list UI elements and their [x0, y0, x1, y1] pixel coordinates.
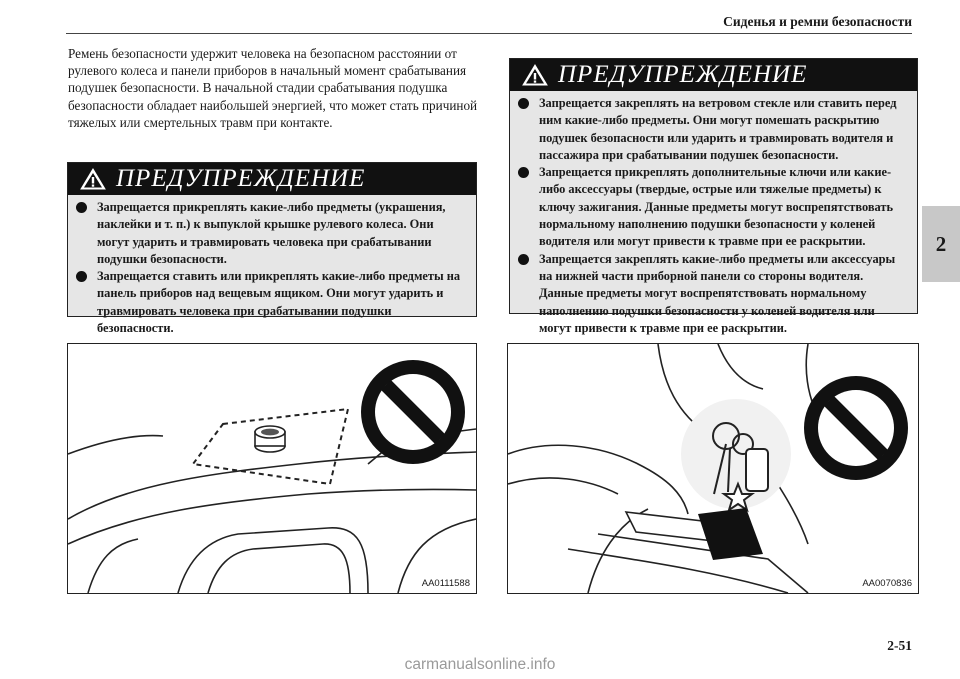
warning-title: ПРЕДУПРЕЖДЕНИЕ: [116, 165, 366, 192]
bullet-icon: [518, 167, 529, 178]
warning-box-right: [509, 58, 918, 335]
header-rule: [66, 33, 912, 34]
bullet-icon: [76, 271, 87, 282]
warning-header: [510, 59, 917, 91]
warning-item: [518, 251, 909, 337]
warning-title: ПРЕДУПРЕЖДЕНИЕ: [558, 61, 808, 88]
warning-triangle-icon: [520, 64, 550, 86]
dashboard-illustration: [68, 344, 476, 593]
ignition-illustration: [508, 344, 918, 593]
figure-ignition-keys: [507, 343, 919, 594]
warning-box-left: [67, 162, 477, 336]
warning-body: [510, 91, 917, 343]
figure-code: AA0070836: [862, 578, 912, 589]
watermark-link[interactable]: carmanualsonline.info: [404, 656, 556, 673]
warning-item: [518, 164, 909, 250]
bullet-icon: [518, 254, 529, 265]
warning-header: [68, 163, 476, 195]
warning-item: [76, 199, 468, 268]
page-header-title: Сиденья и ремни безопасности: [723, 14, 912, 29]
intro-paragraph: Ремень безопасности удержит человека на безопасном расстоянии от рулевого колеса и панели приборов в начальный момент срабатывания подушек безопасности. В начальной стадии срабатывания подушка безопасности обладает наибольшей энергией, что может стать причиной тяжелых или смертельных травм при контакте.: [68, 46, 478, 130]
warning-item: [518, 95, 909, 164]
bullet-icon: [76, 202, 87, 213]
warning-item-text: Запрещается прикреплять какие-либо предметы (украшения, наклейки и т. п.) к выпуклой крышке рулевого колеса. Они могут ударить и травмировать человека при срабатывании подушки безопасности.: [97, 200, 446, 266]
warning-triangle-icon: [78, 168, 108, 190]
chapter-tab: 2: [922, 206, 960, 282]
page-number: 2-51: [887, 638, 912, 653]
warning-item-text: Запрещается прикреплять дополнительные ключи или какие-либо аксессуары (твердые, острые или тяжелые предметы) к ключу зажигания. Данные предметы могут воспрепятствовать нормальному наполнению подушки безопасности у коленей водителя или могут привести к травме при ее раскрытии.: [539, 165, 894, 249]
glovebox-object: [626, 508, 763, 560]
warning-item: [76, 268, 468, 337]
bullet-icon: [518, 98, 529, 109]
figure-code: AA0111588: [421, 578, 470, 589]
prohibition-sign-icon: [804, 376, 908, 480]
warning-body: [68, 195, 476, 343]
object-on-dash: [255, 426, 285, 452]
warning-item-text: Запрещается ставить или прикреплять какие-либо предметы на панель приборов над вещевым ящиком. Они могут ударить и травмировать человека при срабатывании подушки безопасности.: [97, 269, 461, 336]
figure-dashboard-object: [67, 343, 477, 594]
warning-item-text: Запрещается закреплять какие-либо предметы или аксессуары на нижней части приборной панели со стороны водителя. Данные предметы могут воспрепятствовать нормальному наполнению подушки безопасности у коленей водителя или могут привести к травме при ее раскрытии.: [539, 251, 896, 335]
warning-item-text: Запрещается закреплять на ветровом стекле или ставить перед ним какие-либо предметы. Они могут помешать раскрытию подушек безопасности или ударить и травмировать водителя и пассажира при срабатывании подушек безопасности.: [539, 96, 897, 162]
prohibition-sign-icon: [361, 360, 465, 464]
